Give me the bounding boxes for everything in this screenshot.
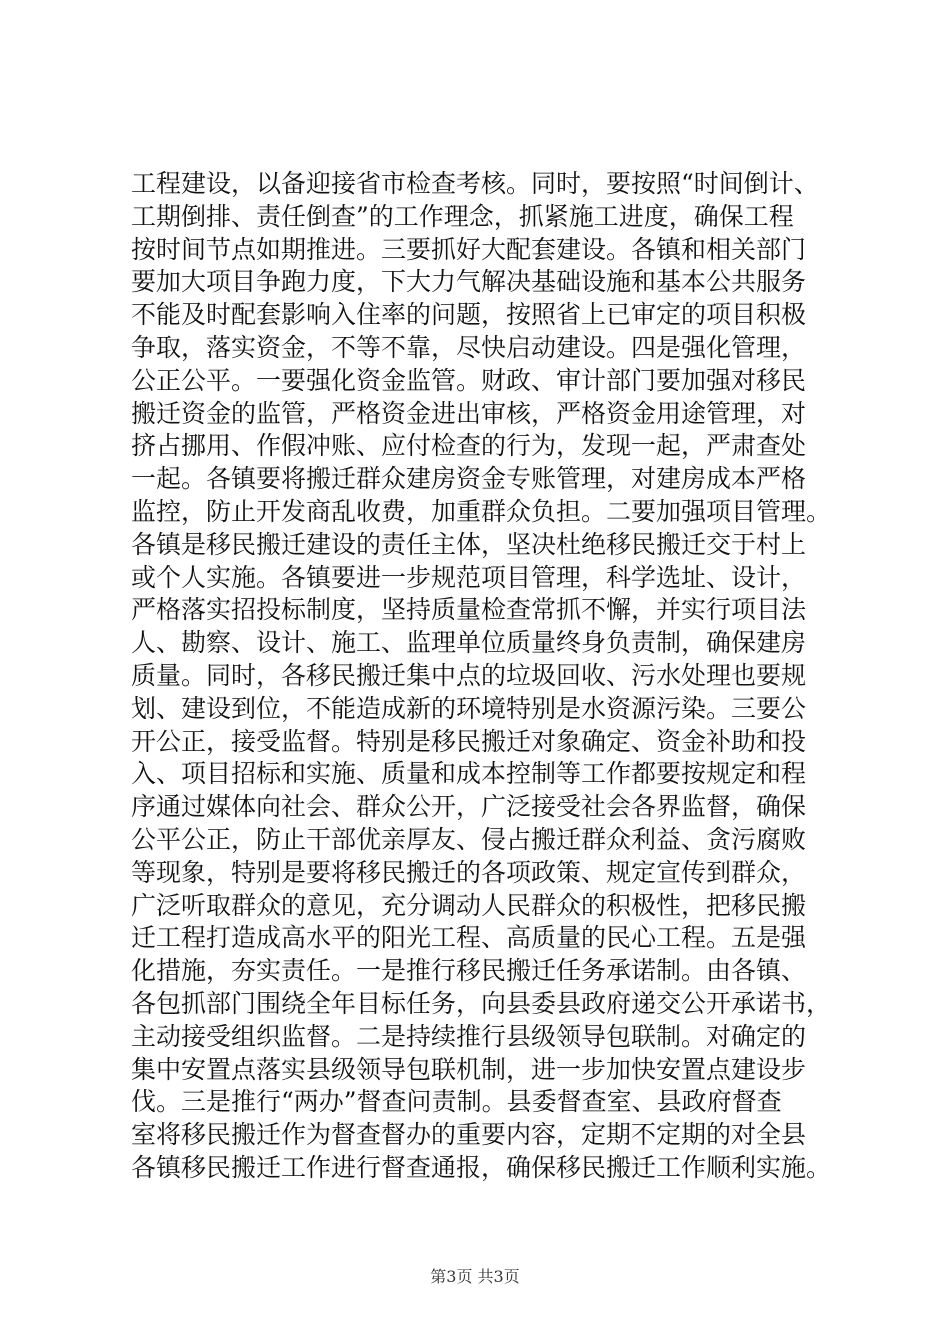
text-line: 工程建设，以备迎接省市检查考核。同时，要按照“时间倒计、 xyxy=(131,169,819,198)
text-line: 室将移民搬迁作为督查督办的重要内容，定期不定期的对全县 xyxy=(131,1120,807,1150)
text-line: 序通过媒体向社会、群众公开，广泛接受社会各界监督，确保 xyxy=(131,792,807,822)
text-line: 划、建设到位，不能造成新的环境特别是水资源污染。三要公 xyxy=(131,693,807,723)
text-line: 搬迁资金的监管，严格资金进出审核，严格资金用途管理，对 xyxy=(131,398,807,428)
text-line: 或个人实施。各镇要进一步规范项目管理，科学选址、设计， xyxy=(131,562,807,592)
text-line: 等现象，特别是要将移民搬迁的各项政策、规定宣传到群众， xyxy=(131,857,807,887)
text-line: 公平公正，防止干部优亲厚友、侵占搬迁群众利益、贪污腐败 xyxy=(131,824,807,854)
text-line: 入、项目招标和实施、质量和成本控制等工作都要按规定和程 xyxy=(131,759,807,789)
text-line: 监控，防止开发商乱收费，加重群众负担。二要加强项目管理。 xyxy=(131,496,832,526)
text-line: 伐。三是推行“两办”督查问责制。县委督查室、县政府督查 xyxy=(131,1087,782,1117)
text-line: 化措施，夯实责任。一是推行移民搬迁任务承诺制。由各镇、 xyxy=(131,956,807,986)
text-line: 要加大项目争跑力度，下大力气解决基础设施和基本公共服务 xyxy=(131,267,807,297)
text-line: 挤占挪用、作假冲账、应付检查的行为，发现一起，严肃查处 xyxy=(131,431,807,461)
text-line: 工期倒排、责任倒查”的工作理念，抓紧施工进度，确保工程 xyxy=(131,201,794,231)
text-line: 各镇移民搬迁工作进行督查通报，确保移民搬迁工作顺利实施。 xyxy=(131,1152,832,1182)
text-line: 集中安置点落实县级领导包联机制，进一步加快安置点建设步 xyxy=(131,1054,807,1084)
text-line: 各镇是移民搬迁建设的责任主体，坚决杜绝移民搬迁交于村上 xyxy=(131,529,807,559)
text-line: 质量。同时，各移民搬迁集中点的垃圾回收、污水处理也要规 xyxy=(131,660,807,690)
text-line: 迁工程打造成高水平的阳光工程、高质量的民心工程。五是强 xyxy=(131,923,807,953)
text-line: 公正公平。一要强化资金监管。财政、审计部门要加强对移民 xyxy=(131,365,807,395)
body-text xyxy=(131,168,831,1185)
text-line: 严格落实招投标制度，坚持质量检查常抓不懈，并实行项目法 xyxy=(131,595,807,625)
page-footer: 第3页 共3页 xyxy=(430,1267,520,1286)
text-line: 各包抓部门围绕全年目标任务，向县委县政府递交公开承诺书， xyxy=(131,988,832,1018)
text-line: 人、勘察、设计、施工、监理单位质量终身负责制，确保建房 xyxy=(131,628,807,658)
text-line: 不能及时配套影响入住率的问题，按照省上已审定的项目积极 xyxy=(131,300,807,330)
text-line: 开公正，接受监督。特别是移民搬迁对象确定、资金补助和投 xyxy=(131,726,807,756)
text-line: 广泛听取群众的意见，充分调动人民群众的积极性，把移民搬 xyxy=(131,890,807,920)
text-line: 主动接受组织监督。二是持续推行县级领导包联制。对确定的 xyxy=(131,1021,807,1051)
text-line: 一起。各镇要将搬迁群众建房资金专账管理，对建房成本严格 xyxy=(131,464,807,494)
text-line: 争取，落实资金，不等不靠，尽快启动建设。四是强化管理， xyxy=(131,332,807,362)
text-line: 按时间节点如期推进。三要抓好大配套建设。各镇和相关部门 xyxy=(131,234,807,264)
